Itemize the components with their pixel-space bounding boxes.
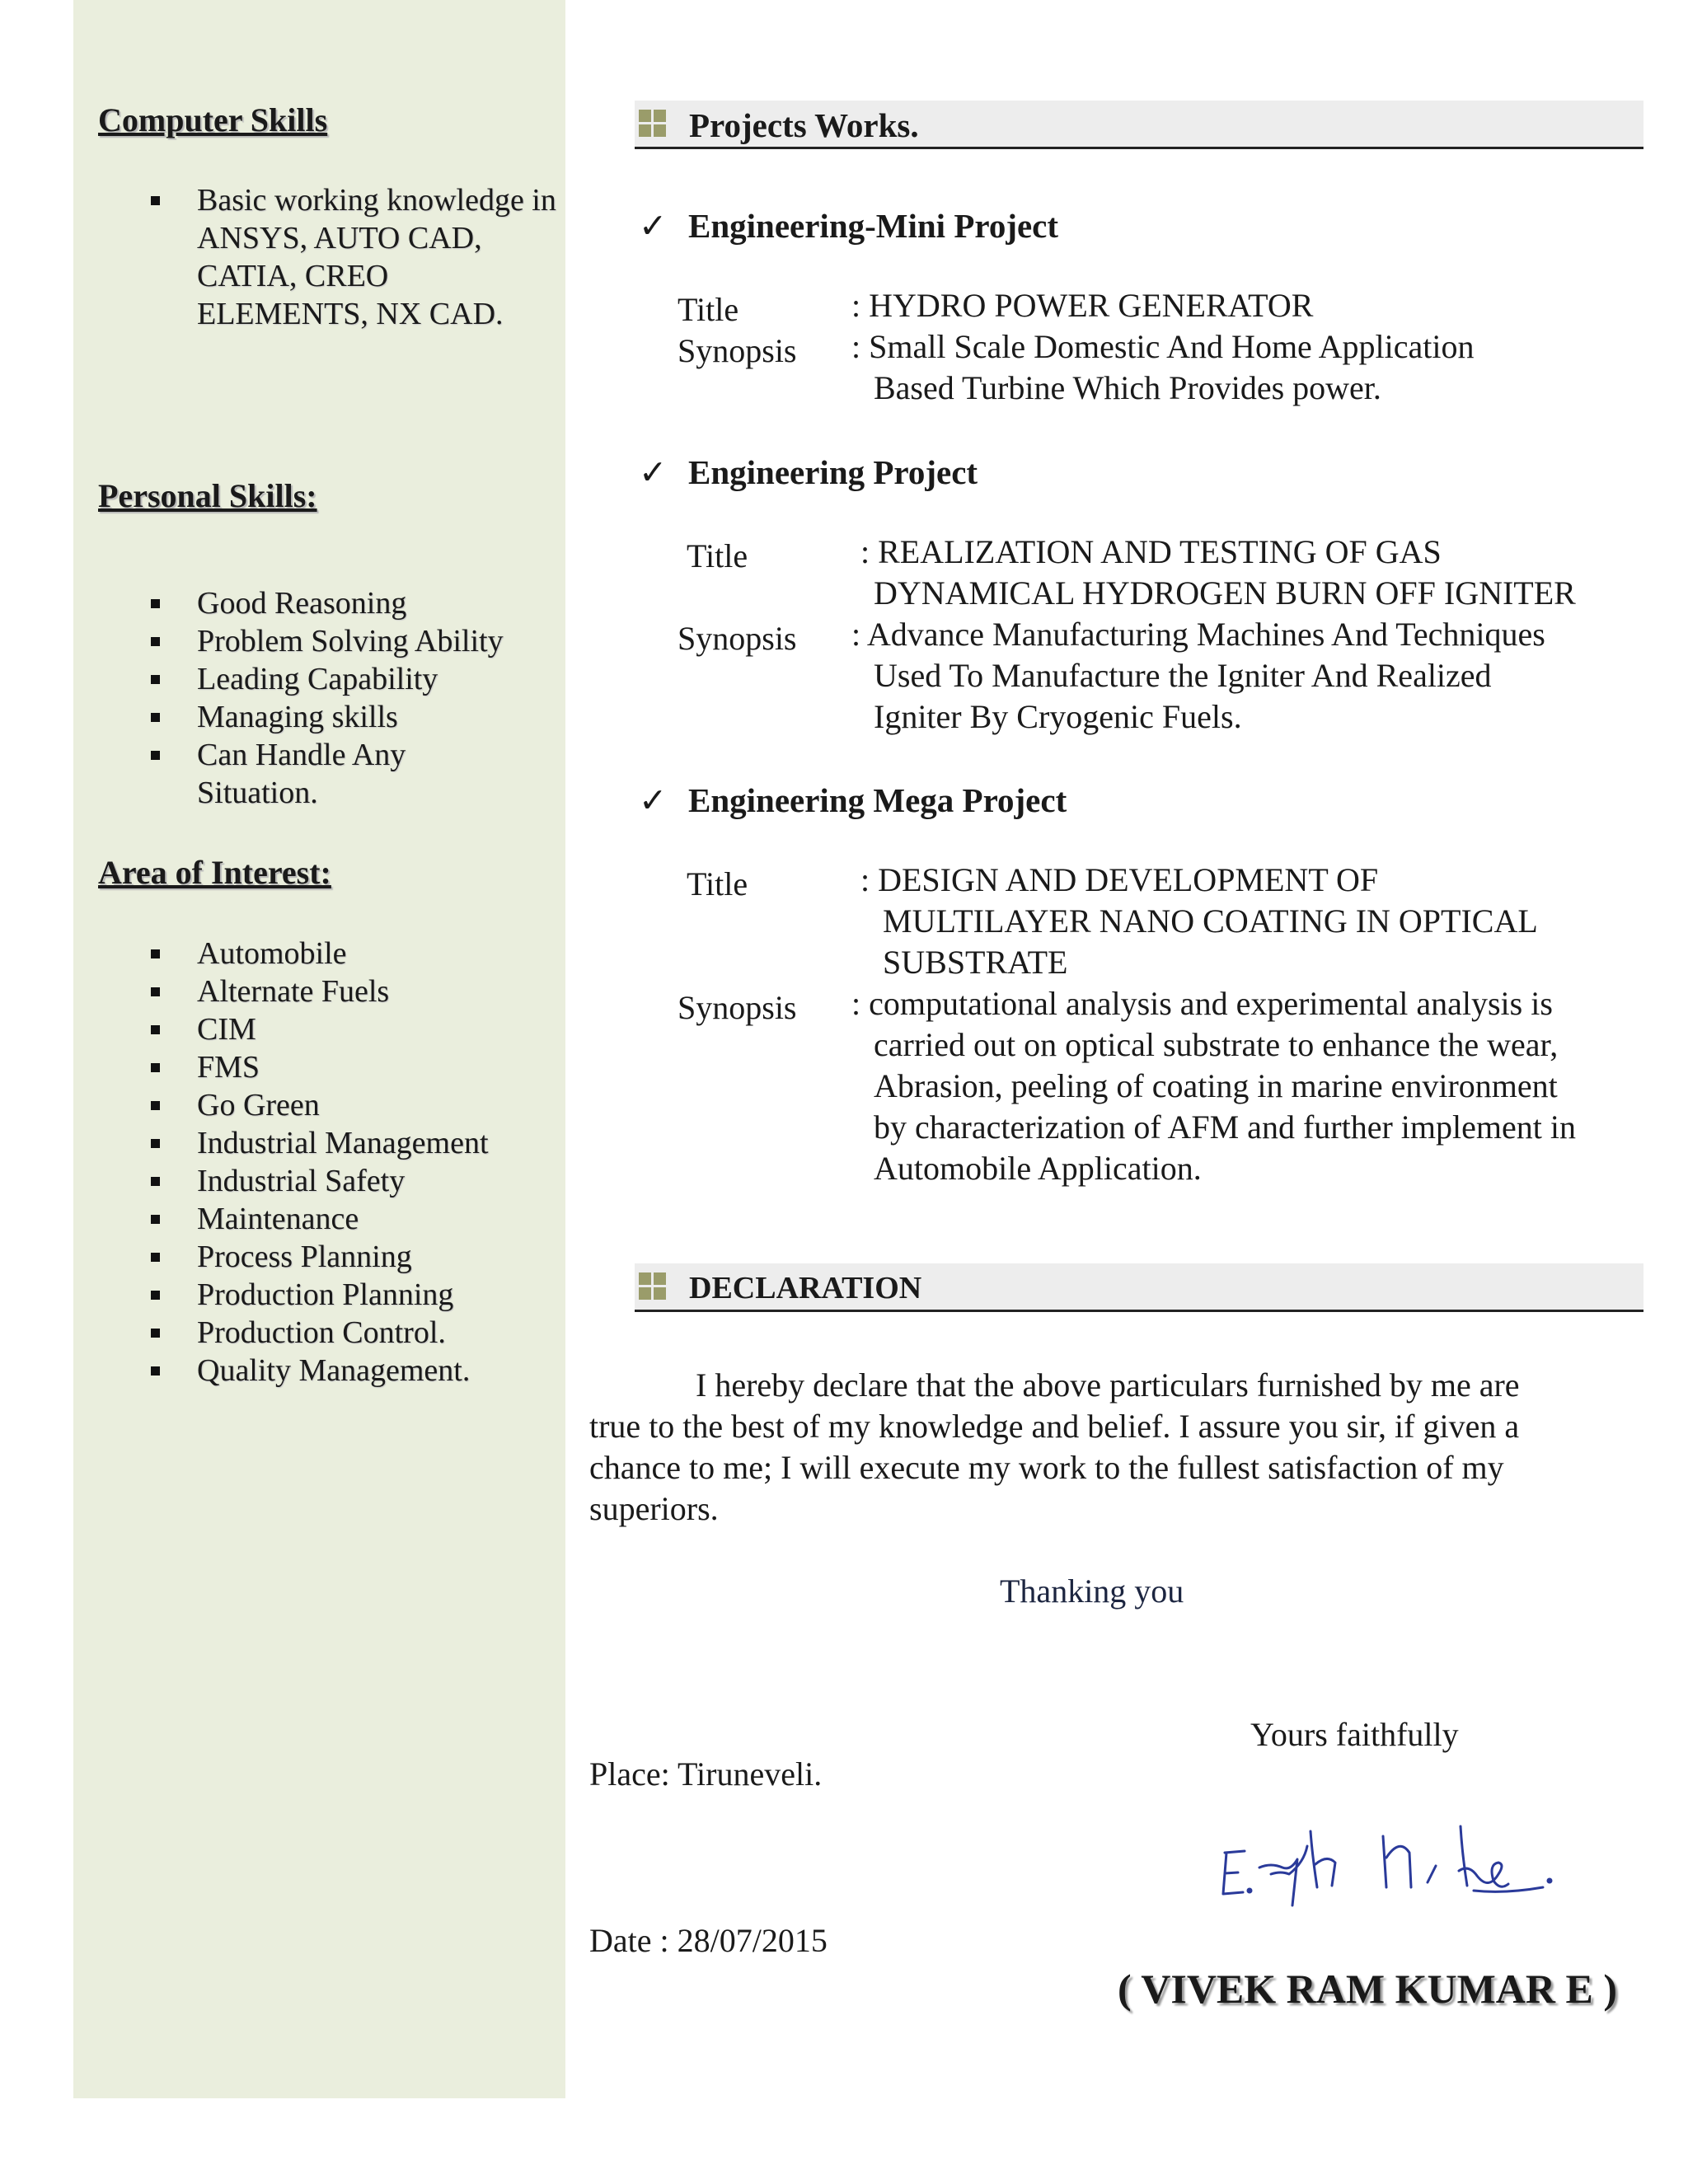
list-item: [0, 660, 560, 698]
bullet-icon: [151, 987, 160, 996]
declaration-section-bar: [635, 1263, 1643, 1312]
title-label: Title: [687, 537, 748, 574]
bullet-icon: [151, 1253, 160, 1262]
synopsis-value: carried out on optical substrate to enhance the wear,: [874, 1026, 1559, 1063]
synopsis-label: Synopsis: [678, 989, 797, 1026]
computer-skills-list: [0, 181, 560, 333]
list-item: [0, 972, 560, 1010]
list-item-text: Leading Capability: [197, 662, 438, 696]
list-item: [0, 935, 560, 972]
bullet-icon: [151, 1291, 160, 1300]
synopsis-value: Igniter By Cryogenic Fuels.: [874, 698, 1242, 735]
synopsis-value: : Advance Manufacturing Machines And Techniques: [851, 616, 1545, 653]
declaration-text: true to the best of my knowledge and belief. I assure you sir, if given a: [589, 1408, 1520, 1445]
bullet-icon: [151, 1329, 160, 1338]
synopsis-label: Synopsis: [678, 332, 797, 369]
list-item-text: Quality Management.: [197, 1353, 471, 1388]
list-item-text: Production Control.: [197, 1315, 446, 1350]
bullet-icon: [151, 1101, 160, 1110]
synopsis-value: : computational analysis and experimental analysis is: [851, 985, 1553, 1022]
list-item: [0, 622, 560, 660]
list-item: [0, 736, 560, 812]
project-heading: [639, 780, 1067, 820]
bullet-icon: [151, 1366, 160, 1376]
grid-squares-icon: [639, 1272, 667, 1301]
declaration-text: superiors.: [589, 1490, 719, 1527]
list-item: [0, 1124, 560, 1162]
synopsis-label: Synopsis: [678, 620, 797, 657]
title-value: : HYDRO POWER GENERATOR: [851, 287, 1314, 324]
declaration-text: I hereby declare that the above particulars furnished by me are: [696, 1366, 1520, 1404]
list-item: [0, 1086, 560, 1124]
synopsis-value: Used To Manufacture the Igniter And Realized: [874, 657, 1492, 694]
list-item-text: Production Planning: [197, 1277, 454, 1312]
list-item-text: Go Green: [197, 1088, 320, 1122]
project-name: Engineering Project: [688, 453, 978, 491]
list-item-text: CIM: [197, 1012, 256, 1047]
bullet-icon: [151, 1063, 160, 1072]
list-item: [0, 1314, 560, 1352]
bullet-icon: [151, 713, 160, 722]
project-heading: [639, 206, 1058, 246]
signatory-name: ( VIVEK RAM KUMAR E ): [1118, 1966, 1617, 2012]
list-item: [0, 698, 560, 736]
area-of-interest-list: [0, 935, 560, 1390]
synopsis-value: by characterization of AFM and further implement in: [874, 1108, 1576, 1146]
list-item-text: Can Handle Any Situation.: [197, 738, 406, 810]
area-of-interest-heading: Area of Interest:: [98, 854, 331, 891]
declaration-text: chance to me; I will execute my work to the fullest satisfaction of my: [589, 1449, 1504, 1486]
list-item-text: Alternate Fuels: [197, 974, 390, 1009]
list-item-text: Problem Solving Ability: [197, 624, 504, 658]
declaration-heading: DECLARATION: [689, 1271, 922, 1305]
list-item-text: Maintenance: [197, 1202, 359, 1236]
list-item: [0, 1352, 560, 1390]
date-text: Date : 28/07/2015: [589, 1922, 828, 1959]
personal-skills-heading: Personal Skills:: [98, 477, 317, 514]
synopsis-value: Abrasion, peeling of coating in marine environment: [874, 1067, 1558, 1104]
list-item: [0, 1048, 560, 1086]
title-value: : REALIZATION AND TESTING OF GAS: [860, 533, 1442, 570]
projects-section-bar: [635, 101, 1643, 149]
list-item: [0, 1276, 560, 1314]
list-item: [0, 584, 560, 622]
title-value: SUBSTRATE: [883, 944, 1068, 981]
bullet-icon: [151, 196, 160, 205]
bullet-icon: [151, 1139, 160, 1148]
list-item-text: Industrial Management: [197, 1126, 489, 1160]
project-name: Engineering Mega Project: [688, 781, 1067, 819]
list-item-text: Automobile: [197, 936, 347, 971]
thanking-text: Thanking you: [1000, 1572, 1184, 1610]
synopsis-value: Automobile Application.: [874, 1150, 1202, 1187]
signature-image: [1212, 1788, 1574, 1920]
project-heading: [639, 452, 978, 492]
list-item: [0, 1238, 560, 1276]
check-icon: ✓: [639, 453, 668, 491]
check-icon: ✓: [639, 781, 668, 819]
bullet-icon: [151, 1025, 160, 1034]
bullet-icon: [151, 675, 160, 684]
personal-skills-list: [0, 584, 560, 812]
list-item-text: Good Reasoning: [197, 586, 407, 621]
list-item: [0, 1162, 560, 1200]
projects-heading: Projects Works.: [689, 106, 919, 144]
bullet-icon: [151, 1177, 160, 1186]
title-label: Title: [678, 291, 739, 328]
bullet-icon: [151, 949, 160, 958]
bullet-icon: [151, 751, 160, 760]
project-name: Engineering-Mini Project: [688, 207, 1059, 245]
closing-text: Yours faithfully: [1250, 1716, 1459, 1753]
list-item-text: Basic working knowledge in ANSYS, AUTO CAD, CATIA, CREO ELEMENTS, NX CAD.: [197, 183, 556, 331]
list-item-text: Process Planning: [197, 1240, 412, 1274]
grid-squares-icon: [639, 110, 667, 138]
synopsis-value: Based Turbine Which Provides power.: [874, 369, 1381, 406]
bullet-icon: [151, 599, 160, 608]
title-value: MULTILAYER NANO COATING IN OPTICAL: [883, 902, 1538, 940]
check-icon: ✓: [639, 207, 668, 245]
synopsis-value: : Small Scale Domestic And Home Application: [851, 328, 1475, 365]
bullet-icon: [151, 637, 160, 646]
list-item: [0, 1200, 560, 1238]
title-label: Title: [687, 865, 748, 902]
list-item-text: Managing skills: [197, 700, 398, 734]
title-value: DYNAMICAL HYDROGEN BURN OFF IGNITER: [874, 574, 1576, 612]
list-item-text: FMS: [197, 1050, 260, 1085]
list-item-text: Industrial Safety: [197, 1164, 406, 1198]
list-item: [0, 1010, 560, 1048]
title-value: : DESIGN AND DEVELOPMENT OF: [860, 861, 1379, 898]
place-text: Place: Tiruneveli.: [589, 1755, 823, 1793]
computer-skills-heading: Computer Skills: [98, 101, 328, 138]
bullet-icon: [151, 1215, 160, 1224]
list-item: [0, 181, 560, 333]
